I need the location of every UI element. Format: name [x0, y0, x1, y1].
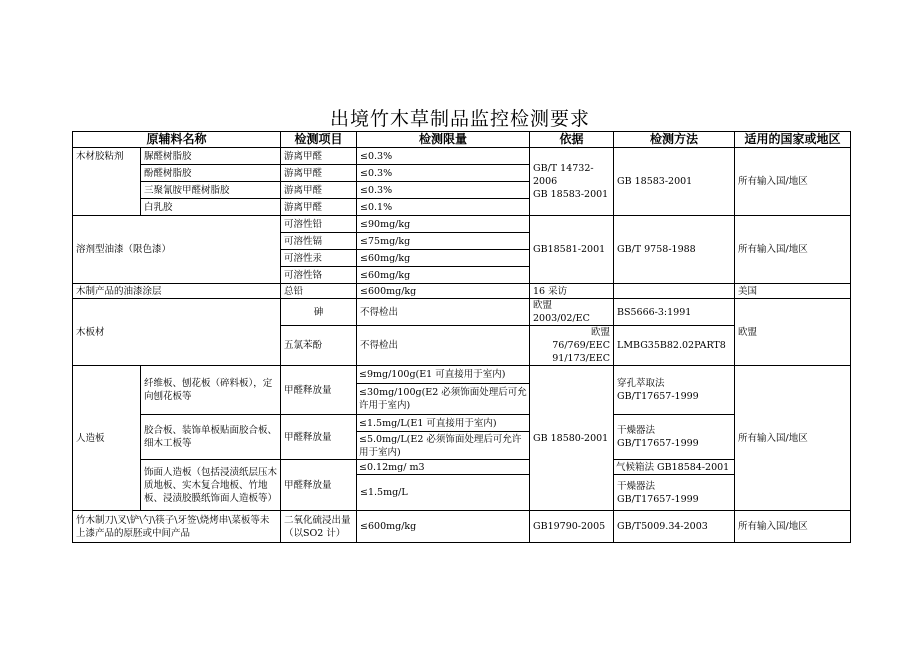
- s3-test: 总铅: [281, 284, 357, 299]
- header-method: 检测方法: [614, 132, 735, 148]
- s5-group-name: 胶合板、装饰单板贴面胶合板、细木工板等: [141, 415, 281, 460]
- s3-limit: ≤600mg/kg: [357, 284, 530, 299]
- s3-region: 美国: [735, 284, 851, 299]
- header-region: 适用的国家或地区: [735, 132, 851, 148]
- s5-test: 甲醛释放量: [281, 366, 357, 415]
- s5-test: 甲醛释放量: [281, 460, 357, 511]
- table-row: [73, 366, 851, 384]
- s6-method: GB/T5009.34-2003: [614, 511, 735, 543]
- s5-group-name: 纤维板、刨花板（碎料板），定向刨花板等: [141, 366, 281, 415]
- s2-item-test: 可溶性汞: [281, 250, 357, 267]
- s6-limit: ≤600mg/kg: [357, 511, 530, 543]
- s6-category: 竹木制刀\叉\铲\勺\筷子\牙签\烧烤串\菜板等未上漆产品的原胚或中间产品: [73, 511, 281, 543]
- s5-group-name: 饰面人造板（包括浸渍纸层压木质地板、实木复合地板、竹地板、浸渍胶膜纸饰面人造板等）: [141, 460, 281, 511]
- s5-category: 人造板: [73, 366, 141, 511]
- header-test-item: 检测项目: [281, 132, 357, 148]
- s2-item-test: 可溶性镉: [281, 233, 357, 250]
- s1-item-test: 游离甲醛: [281, 165, 357, 182]
- s1-basis: GB/T 14732-2006 GB 18583-2001: [530, 148, 614, 216]
- s5-group-method: 干燥器法 GB/T17657-1999: [614, 475, 735, 511]
- table-row: [73, 460, 851, 475]
- s5-group-limit: ≤9mg/100g(E1 可直接用于室内): [357, 366, 530, 384]
- s5-group-limit: ≤1.5mg/L: [357, 475, 530, 511]
- s4-item-limit: 不得检出: [357, 299, 530, 326]
- s3-basis: 16 采访: [530, 284, 614, 299]
- s5-group-method: 气候箱法 GB18584-2001: [614, 460, 735, 475]
- s6-test: 二氧化硫浸出量（以SO2 计）: [281, 511, 357, 543]
- s4-item-test: 砷: [281, 299, 357, 326]
- s4-item-test: 五氯苯酚: [281, 326, 357, 366]
- s1-item-test: 游离甲醛: [281, 148, 357, 165]
- s1-category: 木材胶粘剂: [73, 148, 141, 216]
- s2-item-limit: ≤60mg/kg: [357, 250, 530, 267]
- s2-item-limit: ≤60mg/kg: [357, 267, 530, 284]
- header-basis: 依据: [530, 132, 614, 148]
- s5-test: 甲醛释放量: [281, 415, 357, 460]
- table-row: [73, 415, 851, 432]
- s4-item-basis: 欧盟 2003/02/EC: [530, 299, 614, 326]
- s1-item-test: 游离甲醛: [281, 182, 357, 199]
- s4-item-method: BS5666-3:1991: [614, 299, 735, 326]
- s1-item-limit: ≤0.3%: [357, 165, 530, 182]
- table-row: [73, 148, 851, 165]
- s6-region: 所有输入国/地区: [735, 511, 851, 543]
- s5-basis: GB 18580-2001: [530, 366, 614, 511]
- s1-item-limit: ≤0.1%: [357, 199, 530, 216]
- s3-method: [614, 284, 735, 299]
- s4-category: 木板材: [73, 299, 281, 366]
- s5-group-limit: ≤30mg/100g(E2 必须饰面处理后可允许用于室内): [357, 384, 530, 415]
- s1-item-name: 酚醛树脂胶: [141, 165, 281, 182]
- s2-region: 所有输入国/地区: [735, 216, 851, 284]
- header-row: [73, 132, 851, 148]
- table-row: [73, 284, 851, 299]
- s1-item-test: 游离甲醛: [281, 199, 357, 216]
- s5-group-limit: ≤5.0mg/L(E2 必须饰面处理后可允许用于室内): [357, 432, 530, 460]
- requirements-table: [72, 131, 851, 543]
- s2-item-limit: ≤90mg/kg: [357, 216, 530, 233]
- page-title: 出境竹木草制品监控检测要求: [329, 108, 590, 130]
- s1-item-name: 白乳胶: [141, 199, 281, 216]
- s5-group-method: 干燥器法 GB/T17657-1999: [614, 415, 735, 460]
- s2-item-test: 可溶性铬: [281, 267, 357, 284]
- s2-item-test: 可溶性铅: [281, 216, 357, 233]
- s1-item-limit: ≤0.3%: [357, 182, 530, 199]
- s4-item-limit: 不得检出: [357, 326, 530, 366]
- s2-category: 溶剂型油漆（限色漆）: [73, 216, 281, 284]
- s4-region: 欧盟: [735, 299, 851, 366]
- s1-method: GB 18583-2001: [614, 148, 735, 216]
- table-row: [73, 216, 851, 233]
- s5-group-method: 穿孔萃取法 GB/T17657-1999: [614, 366, 735, 415]
- header-material: 原辅料名称: [73, 132, 281, 148]
- s2-item-limit: ≤75mg/kg: [357, 233, 530, 250]
- s5-region: 所有输入国/地区: [735, 366, 851, 511]
- s1-region: 所有输入国/地区: [735, 148, 851, 216]
- s1-item-limit: ≤0.3%: [357, 148, 530, 165]
- header-limit: 检测限量: [357, 132, 530, 148]
- s6-basis: GB19790-2005: [530, 511, 614, 543]
- s2-method: GB/T 9758-1988: [614, 216, 735, 284]
- s1-item-name: 三聚氰胺甲醛树脂胶: [141, 182, 281, 199]
- s1-item-name: 脲醛树脂胶: [141, 148, 281, 165]
- s5-group-limit: ≤1.5mg/L(E1 可直接用于室内): [357, 415, 530, 432]
- s5-group-limit: ≤0.12mg/ m3: [357, 460, 530, 475]
- s2-basis: GB18581-2001: [530, 216, 614, 284]
- s3-category: 木制产品的油漆涂层: [73, 284, 281, 299]
- s4-item-method: LMBG35B82.02PART8: [614, 326, 735, 366]
- s4-item-basis: 欧盟 76/769/EEC 91/173/EEC: [530, 326, 614, 366]
- table-row: [73, 511, 851, 543]
- table-row: [73, 299, 851, 326]
